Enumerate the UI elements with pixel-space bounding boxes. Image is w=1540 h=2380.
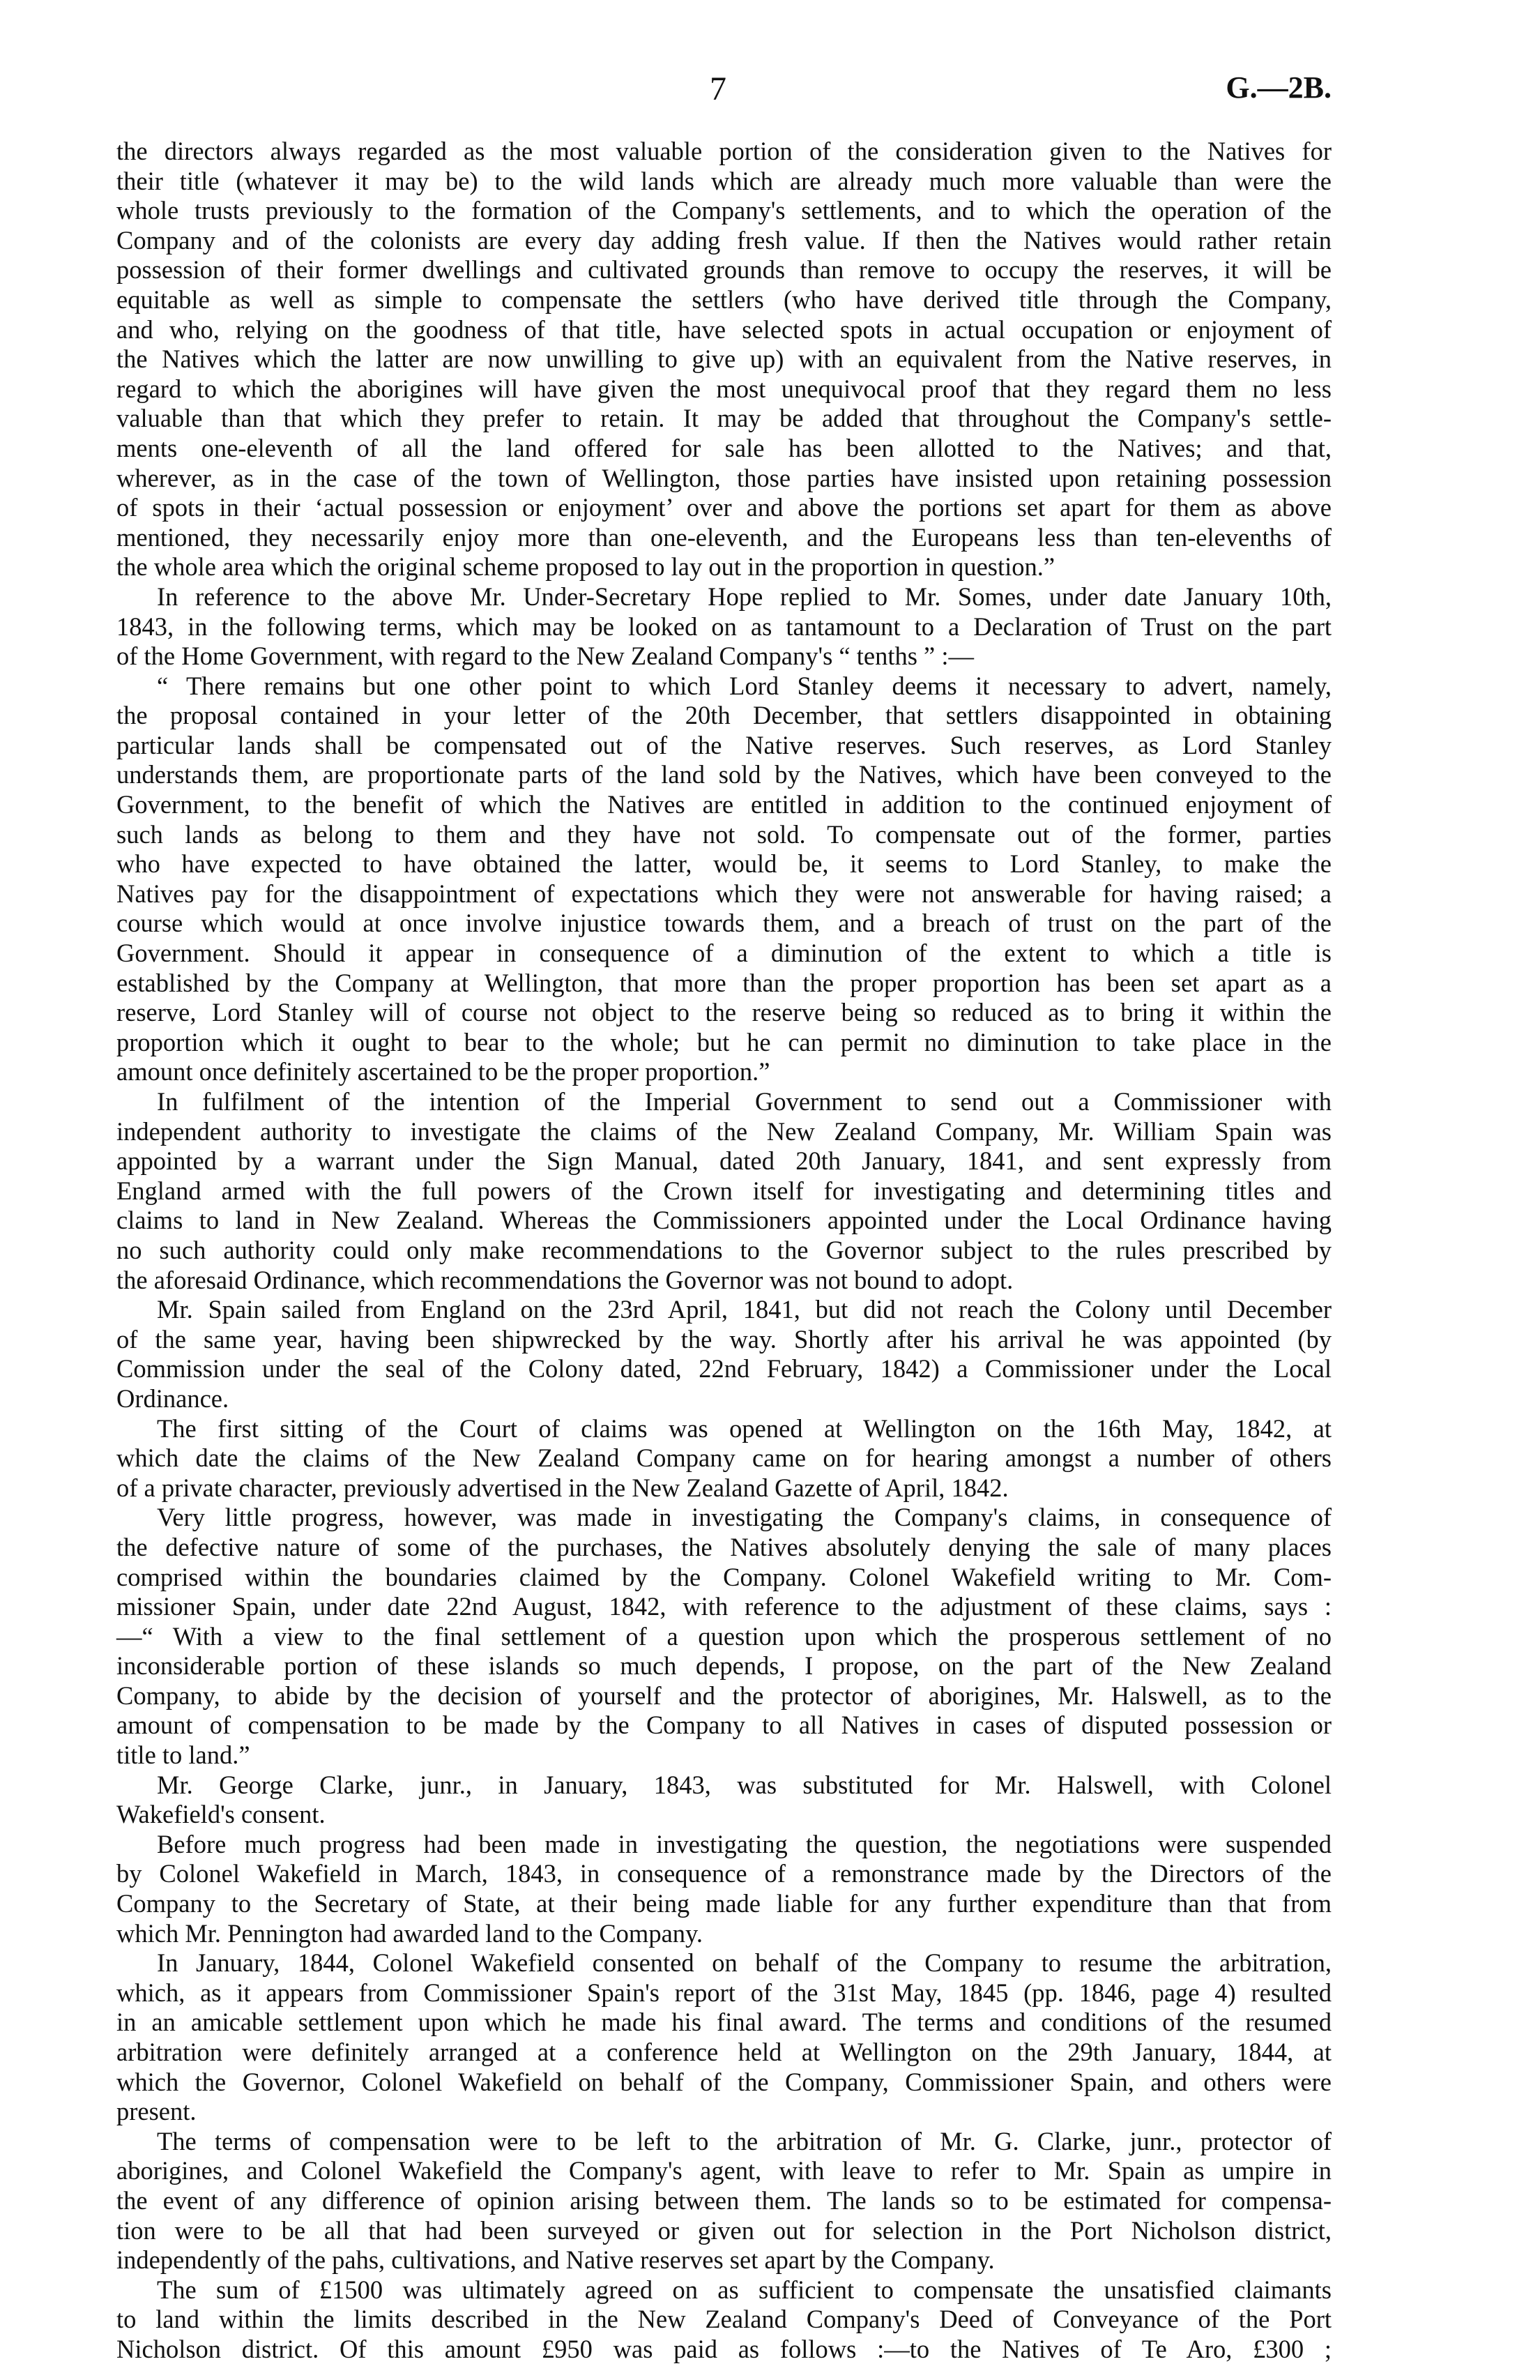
page-number: 7 <box>710 70 726 107</box>
text-line: Mr. Spain sailed from England on the 23rd April, 1841, but did not reach the Colony until December <box>157 1295 1332 1324</box>
text-line: established by the Company at Wellington, that more than the proper proportion has been set apart as a <box>116 968 1332 997</box>
text-line: In fulfilment of the intention of the Imperial Government to send out a Commissioner with <box>157 1087 1332 1116</box>
text-line: the Natives which the latter are now unwilling to give up) with an equivalent from the Native reserves, in <box>116 344 1332 374</box>
text-line: amount of compensation to be made by the Company to all Natives in cases of disputed possession or <box>116 1711 1332 1740</box>
text-line: no such authority could only make recommendations to the Governor subject to the rules prescribed by <box>116 1235 1332 1264</box>
text-line: course which would at once involve injustice towards them, and a breach of trust on the part of the <box>116 909 1332 938</box>
text-line: valuable than that which they prefer to retain. It may be added that throughout the Company's settle- <box>116 404 1332 433</box>
text-line: the proposal contained in your letter of the 20th December, that settlers disappointed in obtaining <box>116 701 1332 730</box>
text-line: who have expected to have obtained the latter, would be, it seems to Lord Stanley, to make the <box>116 849 1332 879</box>
text-line: of the same year, having been shipwrecked by the way. Shortly after his arrival he was appointed (by <box>116 1324 1332 1354</box>
text-line: in an amicable settlement upon which he made his final award. The terms and conditions of the resumed <box>116 2008 1332 2037</box>
text-line: Government, to the benefit of which the Natives are entitled in addition to the continued enjoyment of <box>116 790 1332 819</box>
text-line: Mr. George Clarke, junr., in January, 1843, was substituted for Mr. Halswell, with Colonel <box>157 1770 1332 1799</box>
paragraph <box>116 1087 1332 1295</box>
text-line: Ordinance. <box>116 1384 229 1413</box>
text-line: The sum of £1500 was ultimately agreed on as sufficient to compensate the unsatisfied claimants <box>157 2275 1332 2304</box>
paragraph <box>116 1414 1332 1503</box>
text-line: particular lands shall be compensated out of the Native reserves. Such reserves, as Lord Stanley <box>116 730 1332 759</box>
text-line: The terms of compensation were to be left to the arbitration of Mr. G. Clarke, junr., protector of <box>157 2126 1332 2155</box>
text-line: Government. Should it appear in consequence of a diminution of the extent to which a title is <box>116 939 1332 968</box>
text-line: Company, to abide by the decision of yourself and the protector of aborigines, Mr. Halswell, as to the <box>116 1681 1332 1710</box>
text-line: of the Home Government, with regard to the New Zealand Company's “ tenths ” :— <box>116 642 975 671</box>
text-line: comprised within the boundaries claimed by the Company. Colonel Wakefield writing to Mr. Com- <box>116 1562 1332 1591</box>
paragraph <box>116 1295 1332 1413</box>
text-line: by Colonel Wakefield in March, 1843, in consequence of a remonstrance made by the Directors of the <box>116 1859 1332 1888</box>
text-line: which date the claims of the New Zealand Company came on for hearing amongst a number of others <box>116 1443 1332 1473</box>
text-line: 1843, in the following terms, which may be looked on as tantamount to a Declaration of Trust on the part <box>116 612 1332 641</box>
text-line: the defective nature of some of the purchases, the Natives absolutely denying the sale of many places <box>116 1532 1332 1561</box>
text-line: Company to the Secretary of State, at their being made liable for any further expenditure than that from <box>116 1889 1332 1918</box>
text-line: Commission under the seal of the Colony dated, 22nd February, 1842) a Commissioner under the Local <box>116 1354 1332 1384</box>
text-line: mentioned, they necessarily enjoy more than one-eleventh, and the Europeans less than ten-elevenths of <box>116 522 1332 552</box>
paragraph <box>116 582 1332 672</box>
document-reference: G.—2B. <box>1226 70 1332 105</box>
text-line: the whole area which the original scheme proposed to lay out in the proportion in question.” <box>116 552 1055 582</box>
text-line: missioner Spain, under date 22nd August, 1842, with reference to the adjustment of these claims, says : <box>116 1592 1332 1621</box>
text-line: which, as it appears from Commissioner Spain's report of the 31st May, 1845 (pp. 1846, page 4) resulted <box>116 1978 1332 2007</box>
paragraph <box>116 1948 1332 2127</box>
text-line: reserve, Lord Stanley will of course not object to the reserve being so reduced as to bring it within the <box>116 998 1332 1027</box>
paragraph <box>116 1771 1332 1830</box>
text-line: arbitration were definitely arranged at a conference held at Wellington on the 29th January, 1844, at <box>116 2038 1332 2066</box>
text-line: wherever, as in the case of the town of Wellington, those parties have insisted upon retaining possession <box>116 463 1332 492</box>
text-line: “ There remains but one other point to which Lord Stanley deems it necessary to advert, namely, <box>157 671 1332 700</box>
text-line: ments one-eleventh of all the land offered for sale has been allotted to the Natives; and that, <box>116 433 1332 462</box>
text-line: amount once definitely ascertained to be the proper proportion.” <box>116 1057 770 1086</box>
text-line: inconsiderable portion of these islands so much depends, I propose, on the part of the New Zealand <box>116 1651 1332 1681</box>
text-line: title to land.” <box>116 1741 250 1770</box>
paragraph <box>116 137 1332 582</box>
text-line: regard to which the aborigines will have given the most unequivocal proof that they regard them no less <box>116 374 1332 403</box>
text-line: Natives pay for the disappointment of expectations which they were not answerable for having raised; a <box>116 879 1332 908</box>
text-line: England armed with the full powers of the Crown itself for investigating and determining titles and <box>116 1176 1332 1205</box>
text-line: —“ With a view to the final settlement of a question upon which the prosperous settlement of no <box>116 1621 1332 1651</box>
text-line: and who, relying on the goodness of that title, have selected spots in actual occupation or enjoyment of <box>116 314 1332 344</box>
text-line: the event of any difference of opinion arising between them. The lands so to be estimated for compensa- <box>116 2185 1332 2215</box>
text-line: Very little progress, however, was made in investigating the Company's claims, in consequence of <box>157 1503 1332 1532</box>
text-line: the aforesaid Ordinance, which recommendations the Governor was not bound to adopt. <box>116 1265 1014 1294</box>
text-line: the directors always regarded as the most valuable portion of the consideration given to the Natives for <box>116 137 1332 165</box>
text-line: proportion which it ought to bear to the whole; but he can permit no diminution to take place in the <box>116 1027 1332 1056</box>
text-line: independently of the pahs, cultivations, and Native reserves set apart by the Company. <box>116 2245 995 2275</box>
text-line: present. <box>116 2097 197 2126</box>
text-line: In January, 1844, Colonel Wakefield consented on behalf of the Company to resume the arbitration, <box>157 1948 1332 1978</box>
text-line: equitable as well as simple to compensate the settlers (who have derived title through the Company, <box>116 285 1332 314</box>
text-line: The first sitting of the Court of claims was opened at Wellington on the 16th May, 1842, at <box>157 1413 1332 1443</box>
paragraph <box>116 1830 1332 1948</box>
text-line: tion were to be all that had been surveyed or given out for selection in the Port Nicholson district, <box>116 2215 1332 2245</box>
text-line: which the Governor, Colonel Wakefield on behalf of the Company, Commissioner Spain, and others were <box>116 2067 1332 2096</box>
text-line: understands them, are proportionate parts of the land sold by the Natives, which have been conveyed to the <box>116 760 1332 789</box>
text-line: Wakefield's consent. <box>116 1800 326 1829</box>
text-line: Before much progress had been made in investigating the question, the negotiations were suspended <box>157 1829 1332 1858</box>
text-line: possession of their former dwellings and cultivated grounds than remove to occupy the reserves, it will be <box>116 255 1332 285</box>
text-line: their title (whatever it may be) to the wild lands which are already much more valuable than were the <box>116 166 1332 195</box>
paragraph <box>116 2275 1332 2365</box>
text-line: independent authority to investigate the claims of the New Zealand Company, Mr. William Spain was <box>116 1116 1332 1146</box>
text-line: In reference to the above Mr. Under-Secretary Hope replied to Mr. Somes, under date January 10th, <box>157 582 1332 611</box>
text-line: Company and of the colonists are every day adding fresh value. If then the Natives would rather retain <box>116 225 1332 255</box>
text-line: whole trusts previously to the formation of the Company's settlements, and to which the operation of the <box>116 196 1332 225</box>
text-line: claims to land in New Zealand. Whereas the Commissioners appointed under the Local Ordinance having <box>116 1206 1332 1235</box>
text-line: which Mr. Pennington had awarded land to the Company. <box>116 1918 703 1948</box>
text-line: aborigines, and Colonel Wakefield the Company's agent, with leave to refer to Mr. Spain as umpire in <box>116 2156 1332 2185</box>
text-line: such lands as belong to them and they have not sold. To compensate out of the former, parties <box>116 819 1332 849</box>
paragraph <box>116 672 1332 1087</box>
text-line: to land within the limits described in the New Zealand Company's Deed of Conveyance of the Port <box>116 2305 1332 2334</box>
text-line: appointed by a warrant under the Sign Manual, dated 20th January, 1841, and sent expressly from <box>116 1146 1332 1176</box>
body-text <box>116 137 1332 2365</box>
text-line: of spots in their ‘actual possession or enjoyment’ over and above the portions set apart for them as above <box>116 493 1332 522</box>
paragraph <box>116 2127 1332 2275</box>
text-line: of a private character, previously advertised in the New Zealand Gazette of April, 1842. <box>116 1473 1009 1502</box>
paragraph <box>116 1503 1332 1770</box>
text-line: Nicholson district. Of this amount £950 was paid as follows :—to the Natives of Te Aro, £300 ; <box>116 2334 1332 2363</box>
